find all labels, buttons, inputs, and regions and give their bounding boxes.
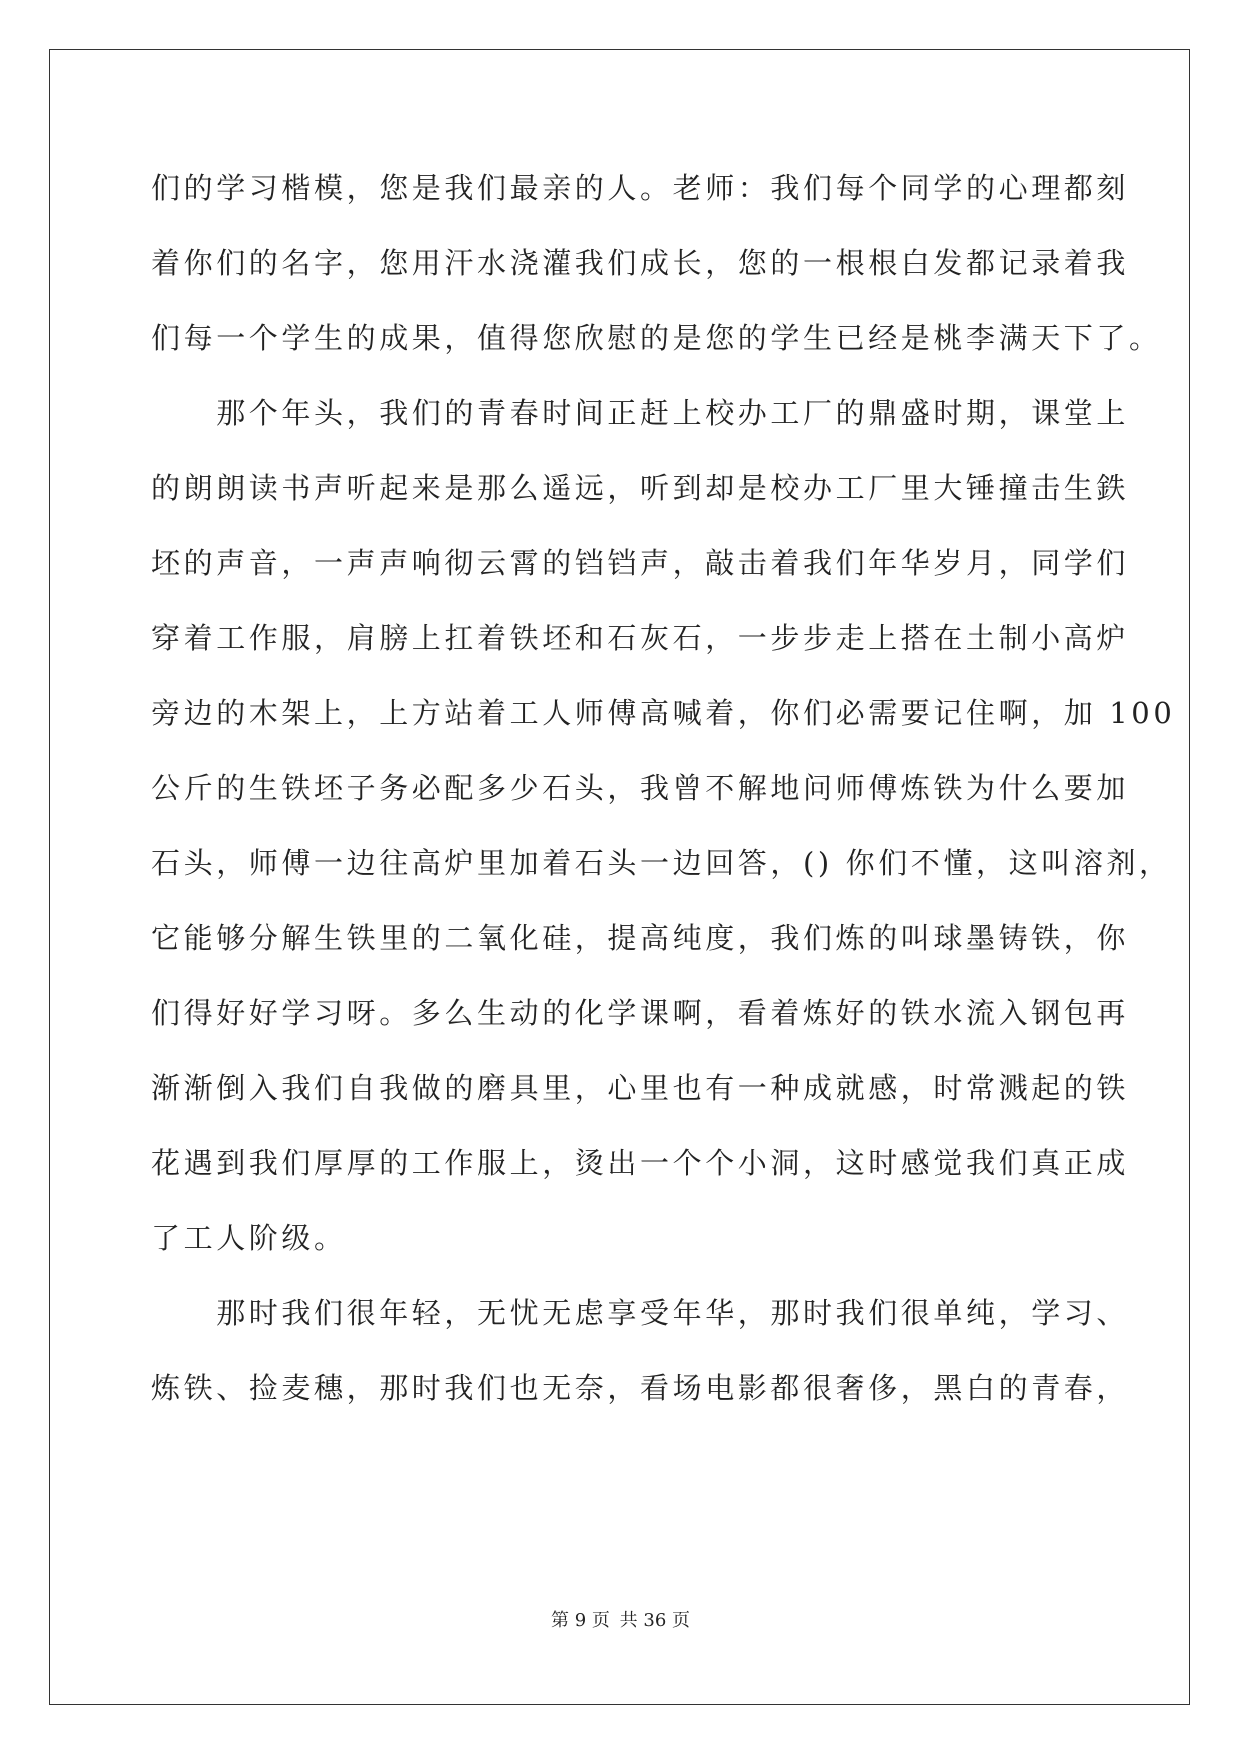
text-line: 坯的声音，一声声响彻云霄的铛铛声，敲击着我们年华岁月，同学们 [151,546,1130,580]
text-line: 石头，师傅一边往高炉里加着石头一边回答，() 你们不懂，这叫溶剂， [151,846,1172,880]
text-line: 渐渐倒入我们自我做的磨具里，心里也有一种成就感，时常溅起的铁 [151,1071,1130,1105]
page-footer [0,1606,1241,1632]
text-line: 的朗朗读书声听起来是那么遥远，听到却是校办工厂里大锤撞击生鉄 [151,471,1130,505]
text-line: 炼铁、捡麦穗，那时我们也无奈，看场电影都很奢侈，黑白的青春， [151,1371,1130,1405]
text-line: 着你们的名字，您用汗水浇灌我们成长，您的一根根白发都记录着我 [151,246,1130,280]
text-line: 穿着工作服，肩膀上扛着铁坯和石灰石，一步步走上搭在土制小高炉 [151,621,1130,655]
page-number: 第 9 页 [551,1610,610,1631]
text-line: 那时我们很年轻，无忧无虑享受年华，那时我们很单纯，学习、 [151,1296,1130,1330]
text-line: 旁边的木架上，上方站着工人师傅高喊着，你们必需要记住啊，加 100 [151,696,1176,730]
text-line: 公斤的生铁坯子务必配多少石头，我曾不解地问师傅炼铁为什么要加 [151,771,1130,805]
text-line: 那个年头，我们的青春时间正赶上校办工厂的鼎盛时期，课堂上 [151,396,1130,430]
text-line: 们每一个学生的成果，值得您欣慰的是您的学生已经是桃李满天下了。 [151,321,1162,355]
text-line: 们的学习楷模，您是我们最亲的人。老师：我们每个同学的心理都刻 [151,171,1130,205]
text-line: 花遇到我们厚厚的工作服上，烫出一个个小洞，这时感觉我们真正成 [151,1146,1130,1180]
text-line: 们得好好学习呀。多么生动的化学课啊，看着炼好的铁水流入钢包再 [151,996,1130,1030]
text-line: 了工人阶级。 [151,1221,347,1255]
page-total: 共 36 页 [619,1610,690,1631]
text-line: 它能够分解生铁里的二氧化硅，提高纯度，我们炼的叫球墨铸铁，你 [151,921,1130,955]
